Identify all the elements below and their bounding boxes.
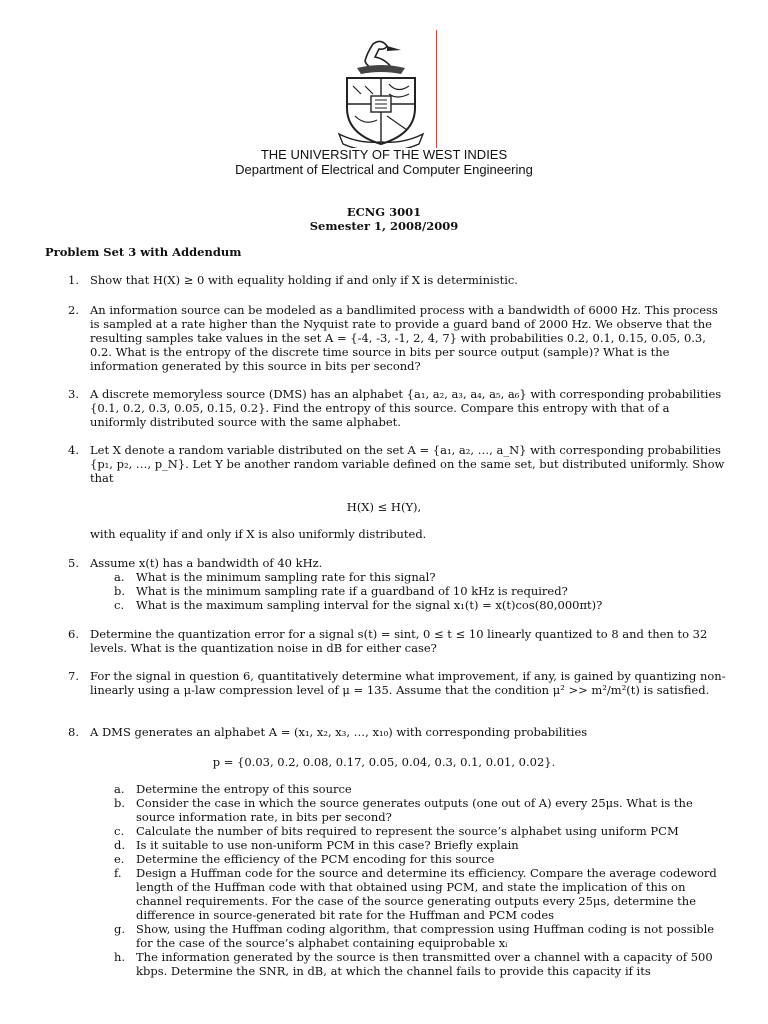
question-1: 1. Show that H(X) ≥ 0 with equality holding if and only if X is deterministic. xyxy=(68,273,518,287)
question-7: 7. For the signal in question 6, quantitatively determine what improvement, if any, is gained by quantizing non-linearly using a μ-law compression level of μ = 135. Assume that the condition μ² >> m²/m²(t) is satisfied. xyxy=(68,669,726,697)
q8-sub-e: e. Determine the efficiency of the PCM encoding for this source xyxy=(114,852,495,866)
q5-sub-a: a. What is the minimum sampling rate for this signal? xyxy=(114,570,436,584)
course-code: ECNG 3001 xyxy=(346,205,422,219)
question-5: 5. Assume x(t) has a bandwidth of 40 kHz. xyxy=(68,556,323,570)
q8-sub-f: f. Design a Huffman code for the source and determine its efficiency. Compare the average codeword length of the Huffman code with that obtained using PCM, and state the implication of this on channel requirements. For the case of the source generating outputs every 25μs, determine the difference in source-generated bit rate for the Huffman and PCM codes xyxy=(114,866,717,922)
university-name: THE UNIVERSITY OF THE WEST INDIES xyxy=(260,147,508,162)
question-6: 6. Determine the quantization error for a signal s(t) = sint, 0 ≤ t ≤ 10 linearly quantized to 8 and then to 32 levels. What is the quantization noise in dB for either case? xyxy=(68,627,708,655)
q4-equation: H(X) ≤ H(Y), xyxy=(346,500,422,514)
problem-set-title: Problem Set 3 with Addendum xyxy=(45,245,242,259)
q8-sub-h: h. The information generated by the source is then transmitted over a channel with a capacity of 500 kbps. Determine the SNR, in dB, at which the channel fails to provide this capacity if its xyxy=(114,950,713,978)
header-divider xyxy=(436,30,437,148)
university-crest-icon xyxy=(333,38,429,148)
q8-sub-d: d. Is it suitable to use non-uniform PCM in this case? Briefly explain xyxy=(114,838,519,852)
q4-conclusion: with equality if and only if X is also uniformly distributed. xyxy=(90,527,427,541)
question-2: 2. An information source can be modeled as a bandlimited process with a bandwidth of 6000 Hz. This process is sampled at a rate higher than the Nyquist rate to provide a guard band of 2000 Hz. We observe that the resulting samples take values in the set A = {-4, -3, -1, 2, 4, 7} with probabilities 0.2, 0.1, 0.15, 0.05, 0.3, 0.2. What is the entropy of the discrete time source in bits per source output (sample)? What is the information generated by this source in bits per second? xyxy=(68,303,718,373)
question-8: 8. A DMS generates an alphabet A = (x₁, x₂, x₃, …, x₁₀) with corresponding probabilities xyxy=(68,725,588,739)
q5-sub-c: c. What is the maximum sampling interval for the signal x₁(t) = x(t)cos(80,000πt)? xyxy=(114,598,603,612)
q8-sub-b: b. Consider the case in which the source generates outputs (one out of A) every 25μs. What is the source information rate, in bits per second? xyxy=(114,796,693,824)
semester: Semester 1, 2008/2009 xyxy=(309,219,459,233)
department-name: Department of Electrical and Computer Engineering xyxy=(235,162,533,177)
question-4: 4. Let X denote a random variable distributed on the set A = {a₁, a₂, …, a_N} with corresponding probabilities {p₁, p₂, …, p_N}. Let Y be another random variable defined on the same set, but distributed uniformly. Show that xyxy=(68,443,725,485)
q8-sub-a: a. Determine the entropy of this source xyxy=(114,782,352,796)
q5-sub-b: b. What is the minimum sampling rate if a guardband of 10 kHz is required? xyxy=(114,584,568,598)
q8-sub-g: g. Show, using the Huffman coding algorithm, that compression using Huffman coding is not possible for the case of the source’s alphabet containing equiprobable xᵢ xyxy=(114,922,715,950)
q8-sub-c: c. Calculate the number of bits required to represent the source’s alphabet using uniform PCM xyxy=(114,824,679,838)
question-3: 3. A discrete memoryless source (DMS) has an alphabet {a₁, a₂, a₃, a₄, a₅, a₆} with corresponding probabilities {0.1, 0.2, 0.3, 0.05, 0.15, 0.2}. Find the entropy of this source. Compare this entropy with that of a uniformly distributed source with the same alphabet. xyxy=(68,387,722,429)
q8-equation: p = {0.03, 0.2, 0.08, 0.17, 0.05, 0.04, 0.3, 0.1, 0.01, 0.02}. xyxy=(212,755,556,769)
